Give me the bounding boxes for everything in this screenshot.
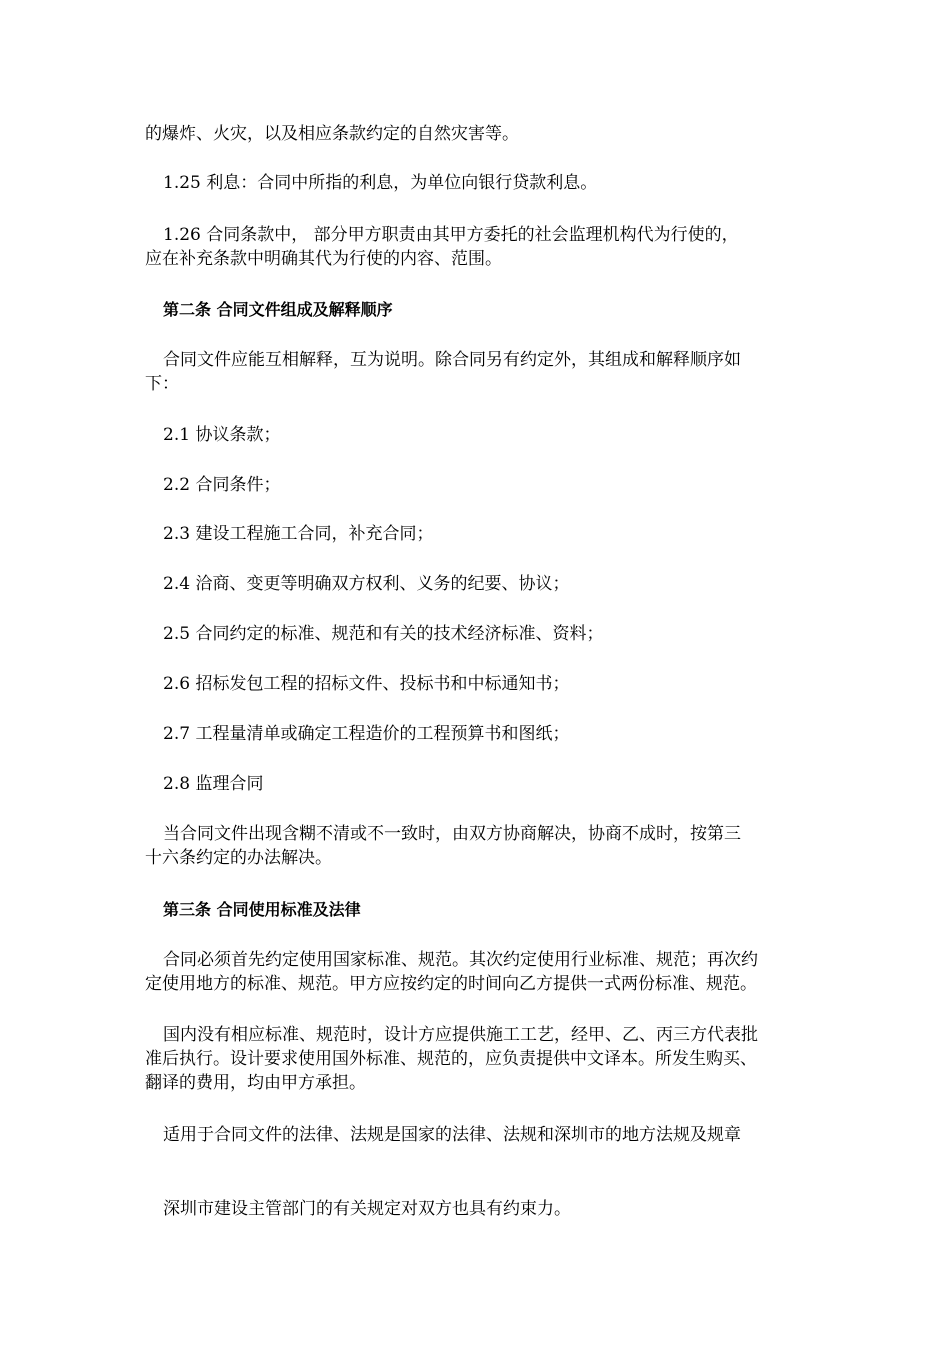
heading-article-3 [145,898,810,922]
list-item: 2.4 洽商、变更等明确双方权利、义务的纪要、协议； [163,574,570,594]
list-item-2-6 [145,672,810,696]
text-line: 国内没有相应标准、规范时，设计方应提供施工工艺，经甲、乙、丙三方代表批 [163,1025,758,1045]
paragraph-disaster [145,122,810,146]
list-item: 2.7 工程量清单或确定工程造价的工程预算书和图纸； [163,724,570,744]
paragraph-1-25 [145,171,810,195]
text-line: 1.26 合同条款中， 部分甲方职责由其甲方委托的社会监理机构代为行使的， [163,225,739,245]
list-item-2-8 [145,772,810,796]
list-item: 2.3 建设工程施工合同，补充合同； [163,524,434,544]
text-line: 1.25 利息：合同中所指的利息，为单位向银行贷款利息。 [163,173,598,193]
text-line: 当合同文件出现含糊不清或不一致时，由双方协商解决，协商不成时，按第三 [163,824,741,844]
paragraph-1-26 [145,223,810,271]
text-line: 合同必须首先约定使用国家标准、规范。其次约定使用行业标准、规范；再次约 [163,950,758,970]
text-line: 合同文件应能互相解释，互为说明。除合同另有约定外，其组成和解释顺序如 [163,350,741,370]
paragraph-ambiguity [145,822,810,870]
text-line: 翻译的费用，均由甲方承担。 [145,1073,366,1093]
text-line: 定使用地方的标准、规范。甲方应按约定的时间向乙方提供一式两份标准、规范。 [145,974,757,994]
paragraph-laws [145,1123,810,1147]
section-heading: 第二条 合同文件组成及解释顺序 [163,300,393,319]
list-item-2-7 [145,722,810,746]
list-item-2-1 [145,423,810,447]
paragraph-contract-docs [145,348,810,396]
text-line: 深圳市建设主管部门的有关规定对双方也具有约束力。 [163,1199,571,1219]
text-line: 适用于合同文件的法律、法规是国家的法律、法规和深圳市的地方法规及规章 [163,1125,741,1145]
text-line: 下： [145,374,179,394]
list-item-2-3 [145,522,810,546]
section-heading: 第三条 合同使用标准及法律 [163,900,361,919]
list-item-2-5 [145,622,810,646]
text-line: 应在补充条款中明确其代为行使的内容、范围。 [145,249,502,269]
list-item: 2.5 合同约定的标准、规范和有关的技术经济标准、资料； [163,624,604,644]
text-line: 十六条约定的办法解决。 [145,848,332,868]
paragraph-foreign-standards [145,1023,810,1095]
heading-article-2 [145,298,810,322]
list-item: 2.8 监理合同 [163,774,264,794]
list-item: 2.2 合同条件； [163,475,281,495]
paragraph-standards [145,948,810,996]
text-line: 准后执行。设计要求使用国外标准、规范的，应负责提供中文译本。所发生购买、 [145,1049,757,1069]
paragraph-shenzhen [145,1197,810,1221]
text-line: 的爆炸、火灾，以及相应条款约定的自然灾害等。 [145,124,519,144]
list-item-2-4 [145,572,810,596]
list-item: 2.1 协议条款； [163,425,281,445]
list-item: 2.6 招标发包工程的招标文件、投标书和中标通知书； [163,674,570,694]
list-item-2-2 [145,473,810,497]
